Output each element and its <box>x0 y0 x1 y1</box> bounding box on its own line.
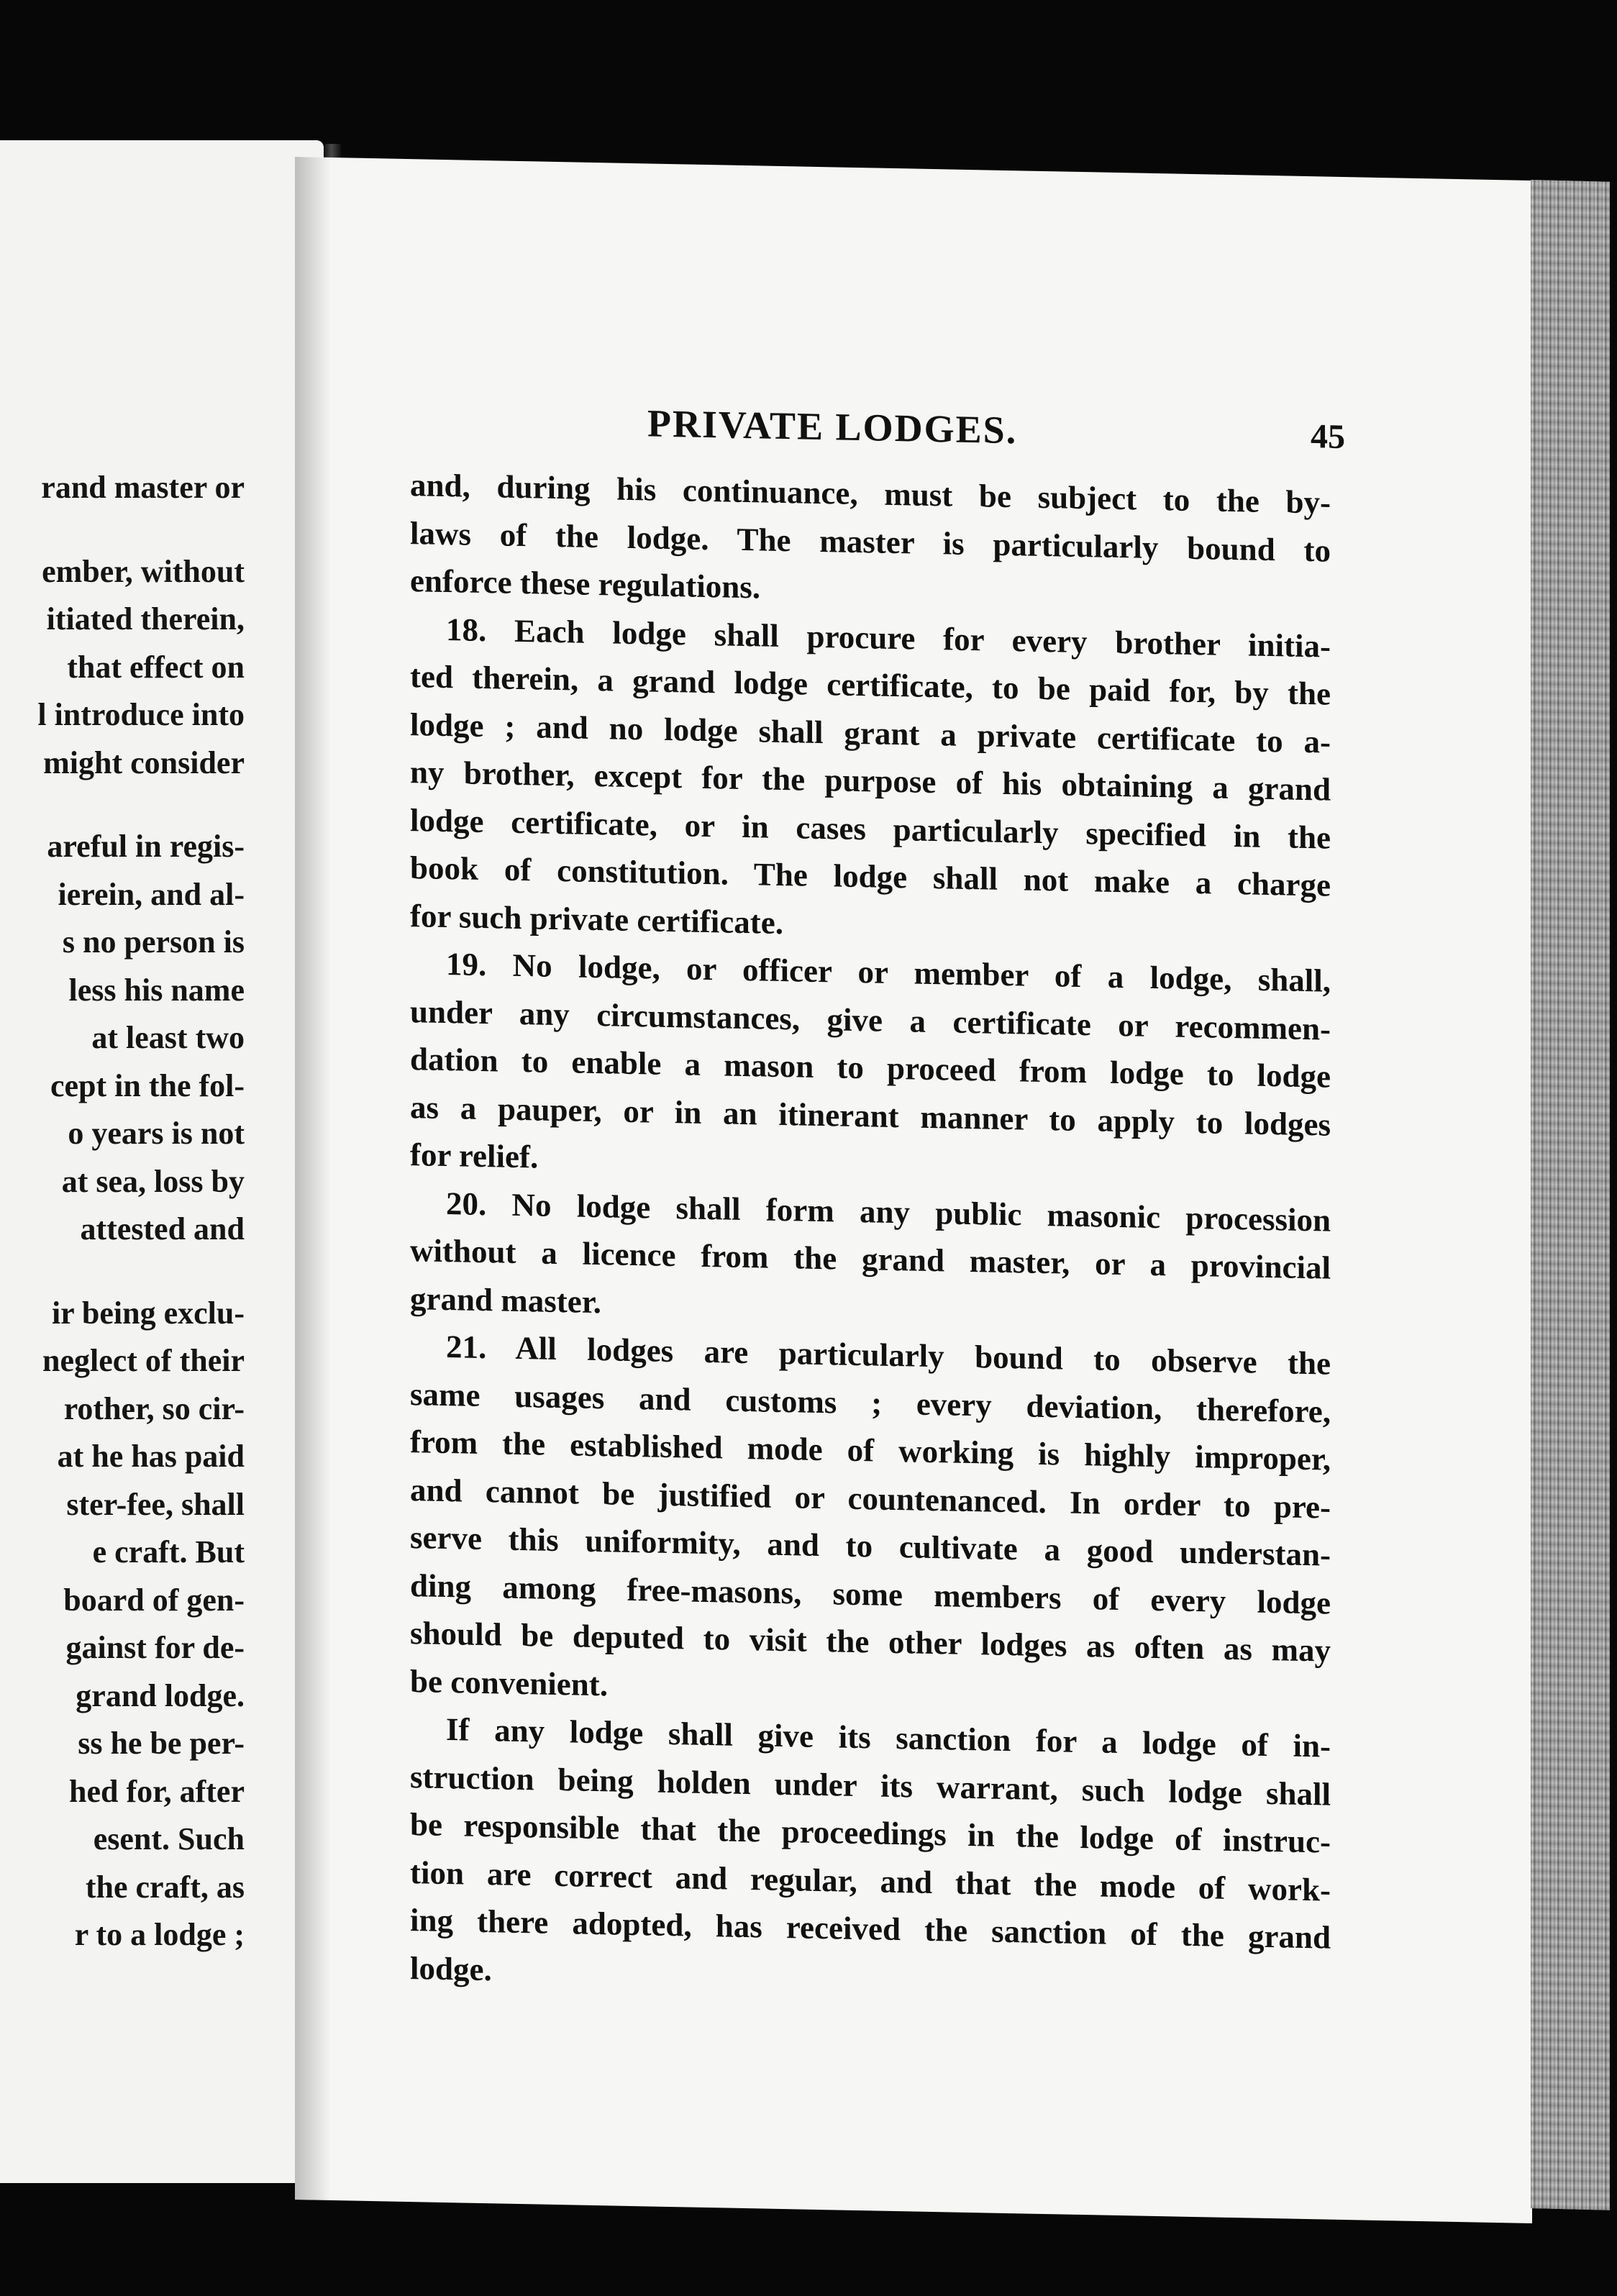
text-line: grand lodge. <box>76 1677 245 1713</box>
paragraph <box>410 1179 1331 1340</box>
text-line: ted therein, a grand lodge certificate, to be paid for, by the <box>410 658 1331 712</box>
text-line: for relief. <box>410 1136 539 1175</box>
text-line: gainst for de- <box>65 1630 245 1665</box>
line-gap <box>0 787 245 823</box>
right-page-text <box>410 396 1345 2010</box>
body-paragraphs <box>410 461 1331 2010</box>
text-line: lodge. <box>410 1949 492 1987</box>
text-line: attested and <box>80 1211 245 1247</box>
text-line: less his name <box>68 972 245 1008</box>
page-edges <box>1531 180 1610 2210</box>
paragraph <box>410 1322 1331 1723</box>
left-page-text <box>0 464 245 1959</box>
text-line: dation to enable a mason to proceed from lodge to lodge <box>410 1041 1331 1095</box>
text-line: o years is not <box>68 1116 245 1151</box>
paragraph <box>410 1705 1331 2010</box>
text-line: should be deputed to visit the other lodges as often as may <box>410 1615 1331 1669</box>
line-gap <box>0 1254 245 1290</box>
text-line: ir being exclu- <box>51 1295 245 1331</box>
text-line: cept in the fol- <box>50 1067 245 1103</box>
text-line: without a licence from the grand master, or a provincial <box>410 1232 1331 1286</box>
text-line: lodge ; and no lodge shall grant a private certificate to a- <box>410 706 1331 760</box>
line-gap <box>0 512 245 548</box>
text-line: hed for, after <box>69 1773 245 1809</box>
text-line: If any lodge shall give its sanction for a lodge of in- <box>446 1711 1331 1764</box>
text-line: e craft. But <box>92 1534 245 1570</box>
text-line: that effect on <box>67 649 245 685</box>
text-line: laws of the lodge. The master is particularly bound to <box>410 514 1331 569</box>
text-line: rand master or <box>41 470 245 505</box>
text-line: ss he be per- <box>78 1726 245 1761</box>
text-line: might consider <box>43 744 245 780</box>
text-line: book of constitution. The lodge shall not make a charge <box>410 849 1331 903</box>
text-line: ding among free-masons, some members of every lodge <box>410 1567 1331 1621</box>
text-line: 21. All lodges are particularly bound to observe the <box>446 1329 1331 1382</box>
text-line: ing there adopted, has received the sanction of the grand <box>410 1902 1331 1956</box>
text-line: at sea, loss by <box>61 1163 245 1199</box>
text-line: tion are correct and regular, and that the mode of work- <box>410 1854 1331 1908</box>
text-line: be responsible that the proceedings in the lodge of instruc- <box>410 1806 1331 1860</box>
text-line: at least two <box>91 1020 245 1055</box>
text-line: and cannot be justified or countenanced. In order to pre- <box>410 1471 1331 1526</box>
text-line: ster-fee, shall <box>66 1486 245 1522</box>
text-line: esent. Such <box>93 1821 245 1857</box>
text-line: under any circumstances, give a certificate or recommen- <box>410 993 1331 1047</box>
text-line: areful in regis- <box>47 829 245 864</box>
text-line: s no person is <box>62 924 245 960</box>
text-line: serve this uniformity, and to cultivate a good understan- <box>410 1519 1331 1573</box>
text-line: lodge certificate, or in cases particularly specified in the <box>410 801 1331 856</box>
text-line: neglect of their <box>42 1343 245 1378</box>
text-line: for such private certificate. <box>410 897 783 941</box>
text-line: enforce these regulations. <box>410 562 761 606</box>
paragraph <box>410 605 1331 957</box>
text-line: 19. No lodge, or officer or member of a lodge, shall, <box>446 946 1331 999</box>
text-line: struction being holden under its warrant, such lodge shall <box>410 1758 1331 1813</box>
text-line: 20. No lodge shall form any public masonic procession <box>446 1185 1331 1239</box>
text-line: grand master. <box>410 1280 601 1320</box>
text-line: rother, so cir- <box>63 1390 245 1426</box>
text-line: l introduce into <box>37 697 245 732</box>
paragraph <box>410 461 1331 622</box>
text-line: r to a lodge ; <box>74 1917 245 1952</box>
text-line: ny brother, except for the purpose of his obtaining a grand <box>410 754 1331 808</box>
text-line: the craft, as <box>85 1869 245 1905</box>
paragraph <box>410 939 1331 1196</box>
text-line: at he has paid <box>57 1439 245 1474</box>
text-line: and, during his continuance, must be subject to the by- <box>410 467 1331 521</box>
right-page <box>295 157 1532 2223</box>
page-title: PRIVATE LODGES. <box>647 401 1018 452</box>
page-number: 45 <box>1311 417 1345 457</box>
text-line: ember, without <box>42 553 245 589</box>
text-line: from the established mode of working is highly improper, <box>410 1423 1331 1477</box>
text-line: board of gen- <box>63 1582 245 1618</box>
text-line: itiated therein, <box>46 601 245 637</box>
text-line: be convenient. <box>410 1662 608 1703</box>
text-line: ierein, and al- <box>58 876 245 912</box>
text-line: same usages and customs ; every deviation, therefore, <box>410 1375 1331 1430</box>
text-line: as a pauper, or in an itinerant manner to apply to lodges <box>410 1088 1331 1143</box>
text-line: 18. Each lodge shall procure for every brother initia- <box>446 611 1331 665</box>
left-facing-page <box>0 140 324 2183</box>
